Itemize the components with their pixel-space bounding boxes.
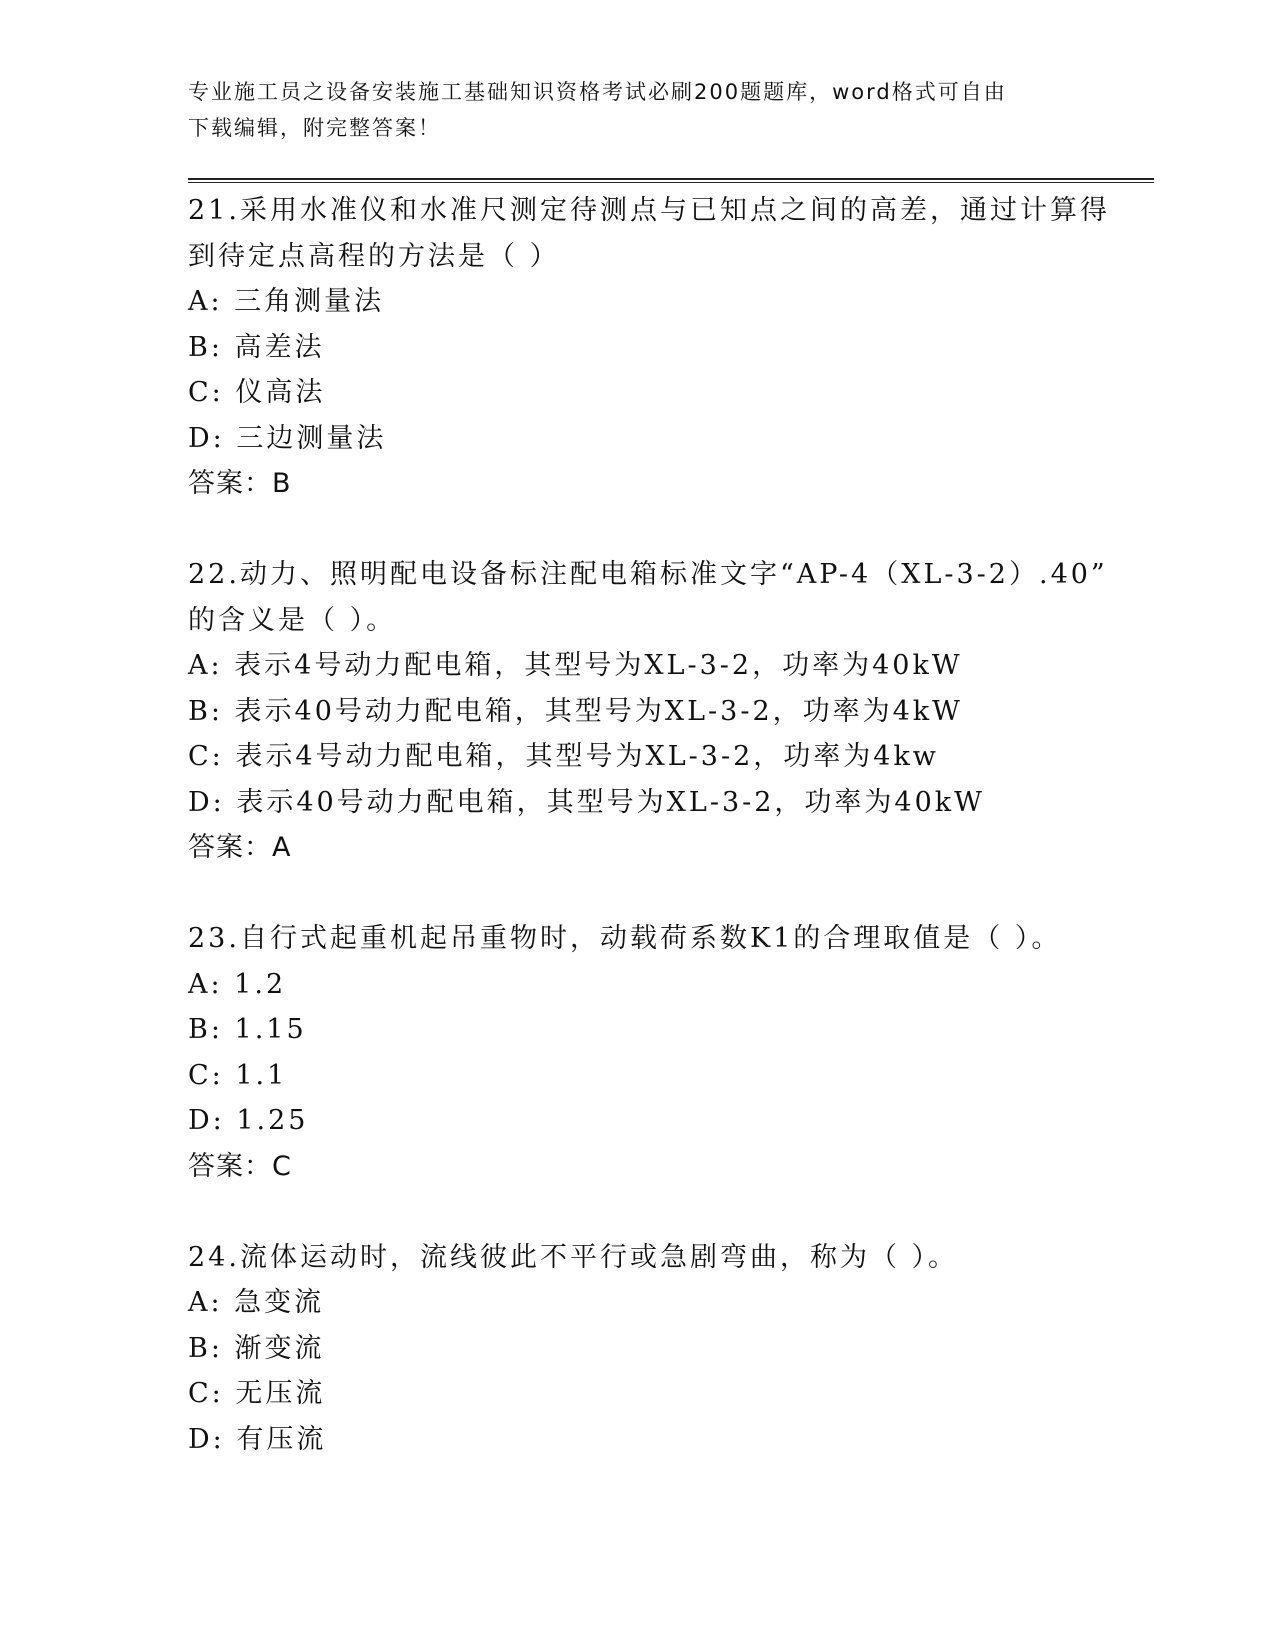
question-text: 到待定点高程的方法是（ ） <box>188 240 560 272</box>
option-d: D: 有压流 <box>188 1423 327 1455</box>
answer-line: 答案：C <box>188 1150 292 1182</box>
header-line-2: 下载编辑，附完整答案！ <box>188 116 441 140</box>
option-c: C: 表示4号动力配电箱，其型号为XL-3-2，功率为4kw <box>188 741 939 772</box>
option-b: B: 1.15 <box>188 1014 307 1045</box>
header-divider-thin <box>188 182 1154 183</box>
option-d: D: 三边测量法 <box>188 422 387 454</box>
question-text: 22.动力、照明配电设备标注配电箱标准文字“AP-4（XL-3-2）.40” <box>188 559 1108 590</box>
option-d: D: 1.25 <box>188 1105 309 1136</box>
question-24 <box>188 1235 1088 1463</box>
question-23 <box>188 916 1088 1189</box>
question-21 <box>188 188 1110 507</box>
option-a: A: 三角测量法 <box>188 286 385 317</box>
question-text: 21.采用水准仪和水准尺测定待测点与已知点之间的高差，通过计算得 <box>188 195 1110 226</box>
option-c: C: 1.1 <box>188 1059 288 1091</box>
question-spacer <box>188 871 1088 917</box>
question-22 <box>188 552 1108 871</box>
option-c: C: 仪高法 <box>188 377 326 408</box>
question-spacer <box>188 507 1088 553</box>
answer-line: 答案：B <box>188 468 292 499</box>
option-a: A: 1.2 <box>188 968 287 1000</box>
question-list <box>188 188 1110 1462</box>
answer-line: 答案：A <box>188 832 292 863</box>
option-d: D: 表示40号动力配电箱，其型号为XL-3-2，功率为40kW <box>188 786 985 818</box>
header-divider-thick <box>188 178 1154 180</box>
document-header <box>188 74 1088 146</box>
option-b: B: 高差法 <box>188 331 325 363</box>
header-line-1: 专业施工员之设备安装施工基础知识资格考试必刷200题题库，word格式可自由 <box>188 80 1007 104</box>
option-c: C: 无压流 <box>188 1378 326 1409</box>
option-b: B: 表示40号动力配电箱，其型号为XL-3-2，功率为4kW <box>188 695 963 727</box>
question-text: 的含义是（ ）。 <box>188 604 397 636</box>
option-a: A: 急变流 <box>188 1287 325 1318</box>
question-spacer <box>188 1189 1088 1235</box>
question-text: 23.自行式起重机起吊重物时，动载荷系数K1的合理取值是（ ）。 <box>188 923 1062 954</box>
option-b: B: 渐变流 <box>188 1332 325 1364</box>
question-text: 24.流体运动时，流线彼此不平行或急剧弯曲，称为（ ）。 <box>188 1241 959 1273</box>
option-a: A: 表示4号动力配电箱，其型号为XL-3-2，功率为40kW <box>188 650 963 681</box>
